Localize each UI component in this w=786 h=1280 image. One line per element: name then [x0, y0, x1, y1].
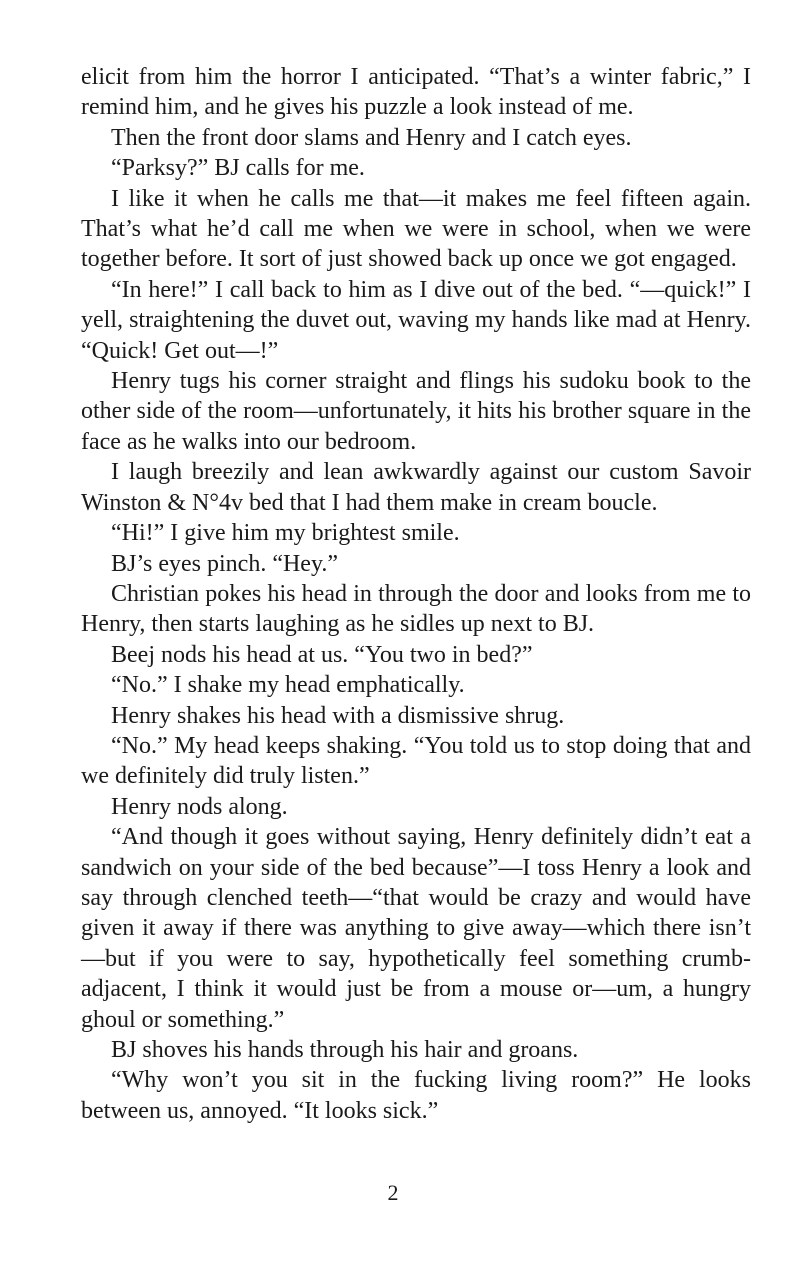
paragraph: Beej nods his head at us. “You two in bed?”	[111, 641, 533, 668]
paragraph: BJ shoves his hands through his hair and groans.	[111, 1037, 579, 1063]
page-number: 2	[387, 1180, 399, 1205]
paragraph: elicit from him the horror I anticipated. “That’s a winter fabric,” I remind him, and he gives his puzzle a look instead of me.	[81, 64, 751, 121]
paragraph: BJ’s eyes pinch. “Hey.”	[111, 550, 339, 577]
paragraph: “In here!” I call back to him as I dive out of the bed. “—quick!” I yell, straightening the duvet out, waving my hands like mad at Henry. “Quick! Get out—!”	[81, 276, 751, 364]
paragraph: “No.” My head keeps shaking. “You told us to stop doing that and we definitely did truly listen.”	[81, 732, 751, 790]
paragraph: Henry shakes his head with a dismissive shrug.	[111, 702, 565, 729]
paragraph: “Hi!” I give him my brightest smile.	[111, 520, 460, 547]
paragraph: Then the front door slams and Henry and I catch eyes.	[111, 124, 632, 151]
paragraph: I like it when he calls me that—it makes me feel fifteen again. That’s what he’d call me when we were in school, when we were together before. It sort of just showed back up once we got engaged.	[81, 185, 751, 273]
paragraph: Henry nods along.	[111, 793, 288, 820]
body-text	[81, 62, 751, 1126]
paragraph: I laugh breezily and lean awkwardly against our custom Savoir Winston & N°4v bed that I had them make in cream boucle.	[81, 459, 751, 516]
paragraph: Henry tugs his corner straight and flings his sudoku book to the other side of the room—unfortunately, it hits his brother square in the face as he walks into our bedroom.	[81, 368, 751, 455]
paragraph: “Why won’t you sit in the fucking living room?” He looks between us, annoyed. “It looks sick.”	[81, 1067, 751, 1124]
paragraph: Christian pokes his head in through the door and looks from me to Henry, then starts laughing as he sidles up next to BJ.	[81, 580, 751, 638]
paragraph: “Parksy?” BJ calls for me.	[111, 155, 365, 182]
paragraph: “No.” I shake my head emphatically.	[111, 672, 465, 699]
paragraph: “And though it goes without saying, Henry definitely didn’t eat a sandwich on your side of the bed because”—I toss Henry a look and say through clenched teeth—“that would be crazy and would have given it away if there was anything to give away—which there isn’t—but if you were to say, hypothetically feel something crumb-adjacent, I think it would just be from a mouse or—um, a hungry ghoul or something.”	[81, 824, 751, 1033]
